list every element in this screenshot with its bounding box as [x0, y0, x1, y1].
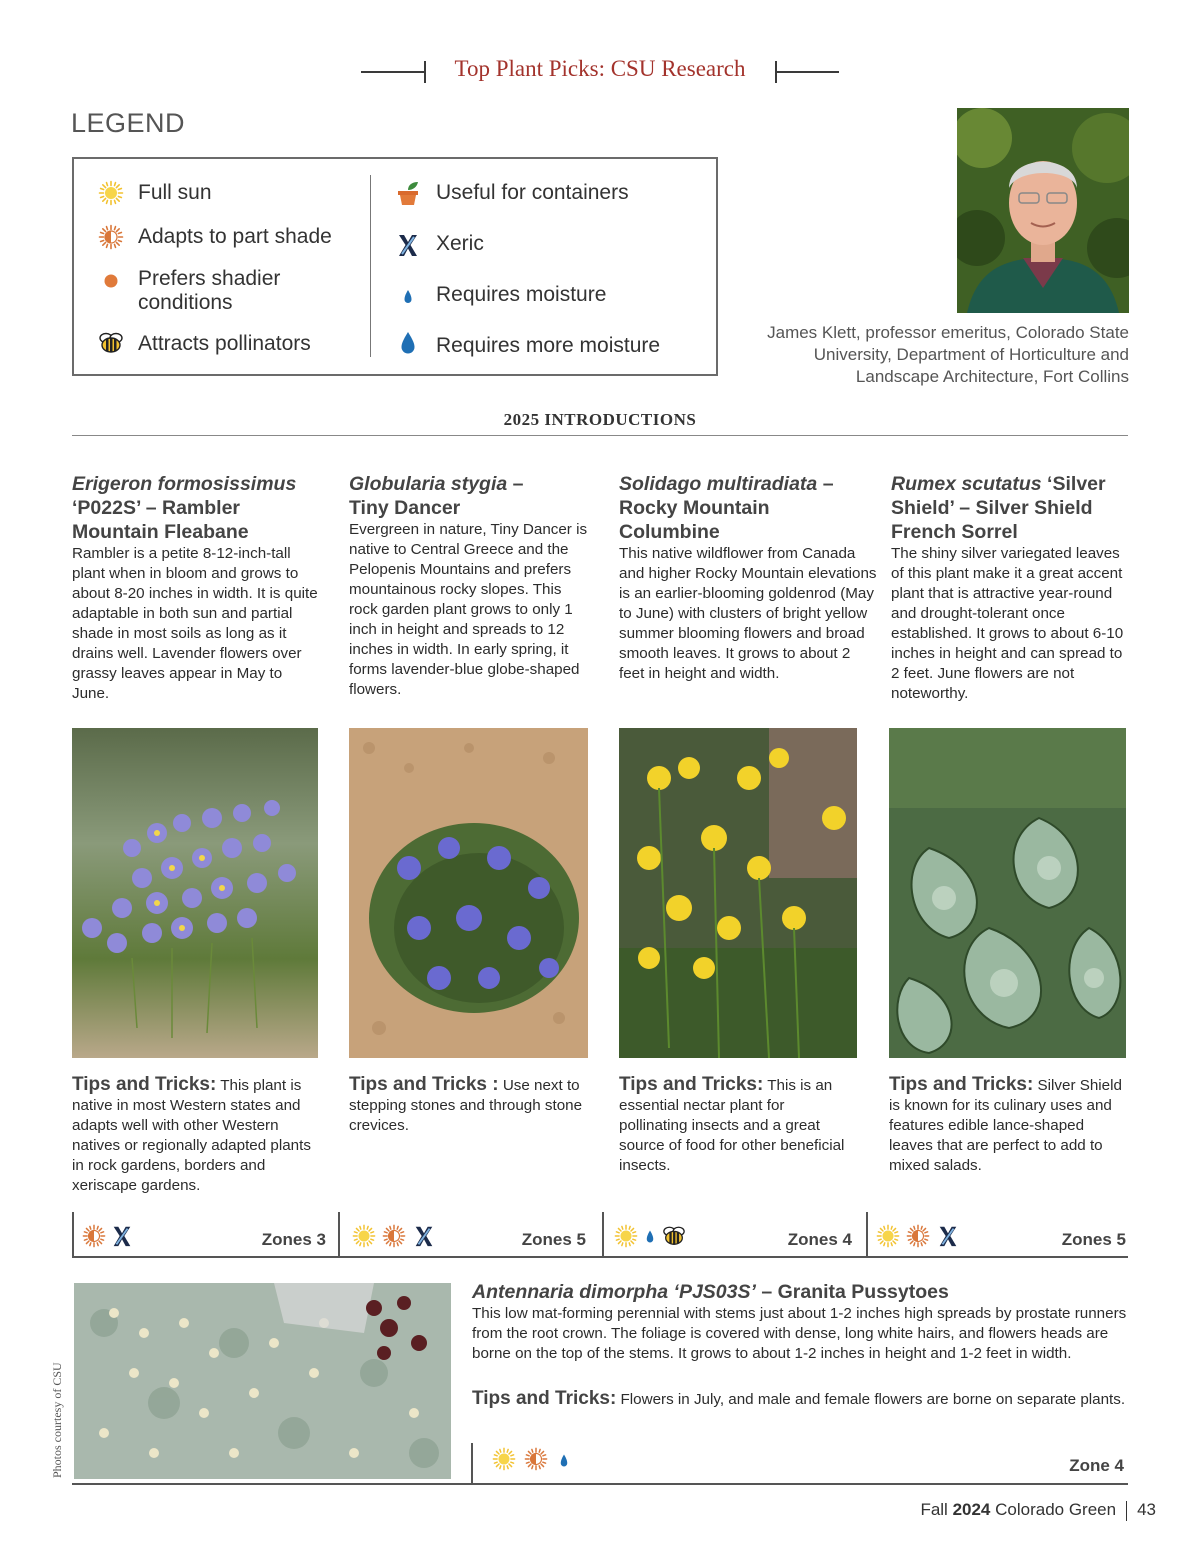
legend-shadier-line1: Prefers shadier: [138, 267, 281, 290]
legend-shadier: [138, 267, 280, 315]
part-shade-icon: [524, 1447, 548, 1471]
section-rule: [72, 435, 1128, 436]
photo-antennaria: [74, 1283, 451, 1479]
zone-label: Zones 4: [787, 1230, 852, 1249]
plant-card-solidago: [619, 472, 877, 684]
legend-shadier-line2: conditions: [138, 291, 233, 314]
plant-dash: –: [817, 473, 834, 495]
erigeron-image: [72, 728, 318, 1058]
plant-description: Rambler is a petite 8-12-inch-tall plant when in bloom and grows to about 8-20 inches in width. It is quite adaptable in both sun and partial shade in most soils as long as it drains well. Lavender flowers over grassy leaves appear in May to June.: [72, 545, 318, 702]
moisture-drop-icon: [638, 1224, 662, 1248]
plant-description: This native wildflower from Canada and higher Rocky Mountain elevations is an earlier-blooming goldenrod (May to June) with clusters of bright yellow summer blooming flowers and broad smooth leaves. It grows to about 2 feet in height and width.: [619, 545, 877, 682]
moisture-drop-icon: [552, 1448, 576, 1472]
legend-pollinators: Attracts pollinators: [138, 332, 311, 355]
page-header: [0, 56, 1200, 86]
zone-divider: [471, 1443, 473, 1485]
plant-card-globularia: [349, 472, 594, 700]
plant-sci-name: Antennaria dimorpha ‘PJS03S’: [472, 1281, 756, 1303]
plant-sci-name: Rumex scutatus: [891, 473, 1042, 495]
tips-text: This plant is native in most Western states and adapts well with other Western natives or regionally adapted plants in rock gardens, borders and xeriscape gardens.: [72, 1077, 311, 1194]
plant-description: The shiny silver variegated leaves of this plant make it a great accent plant that is attractive year-round and drought-tolerant once established. It grows to about 6-10 inches in height and can spread to 2 feet. June flowers are not noteworthy.: [891, 545, 1124, 702]
legend-box: [72, 157, 718, 376]
globularia-image: [349, 728, 588, 1058]
tips-solidago: [619, 1075, 849, 1176]
caption-line3: Landscape Architecture, Fort Collins: [855, 367, 1129, 386]
plant-common-name: French Sorrel: [891, 521, 1018, 543]
tips-text: Silver Shield is known for its culinary uses and features edible lance-shaped leaves that are perfect to add to mixed salads.: [889, 1077, 1122, 1174]
plant-common-name: Mountain Fleabane: [72, 521, 249, 543]
plant-card-erigeron: [72, 472, 322, 704]
photo-globularia: [349, 728, 588, 1058]
plant-card-rumex: [891, 472, 1131, 704]
tips-text: Use next to stepping stones and through stone crevices.: [349, 1077, 583, 1134]
zone-divider: [602, 1212, 604, 1258]
plant-common-name: – Granita Pussytoes: [755, 1281, 949, 1303]
zone-label: Zones 5: [1061, 1230, 1126, 1249]
full-sun-icon: [98, 180, 124, 206]
zone-bar-globularia: [338, 1212, 602, 1258]
legend-xeric: Xeric: [436, 232, 484, 255]
zone-bar-solidago: [602, 1212, 866, 1258]
zone-bar-erigeron: [72, 1212, 338, 1258]
photo-erigeron: [72, 728, 318, 1058]
footer-year: 2024: [952, 1500, 991, 1519]
plant-description: This low mat-forming perennial with stems just about 1-2 inches high spreads by prostate runners from the root crown. The foliage is covered with dense, long white hairs, and flowers heads are borne on the top of the stems. It grows to about 1-2 inches in height and 1-2 feet in width.: [472, 1305, 1127, 1362]
plant-name: [891, 472, 1131, 544]
part-shade-icon: [382, 1224, 406, 1248]
portrait-image: [957, 108, 1129, 313]
plant-name: [349, 472, 594, 520]
plant-sci-name: Globularia stygia: [349, 473, 508, 495]
more-moisture-drop-icon: [395, 330, 421, 356]
zone-divider: [338, 1212, 340, 1258]
tips-rumex: [889, 1075, 1129, 1176]
full-sun-icon: [876, 1224, 900, 1248]
pollinator-bee-icon: [98, 330, 124, 356]
zone-rule: [338, 1256, 602, 1258]
rumex-image: [889, 728, 1126, 1058]
plant-description: Evergreen in nature, Tiny Dancer is native to Central Greece and the Pelopenis Mountains and prefers mountainous rocky slopes. This rock garden plant grows to only 1 inch in height and spreads to 12 inches in width. In early spring, it forms lavender-blue globe-shaped flowers.: [349, 521, 588, 698]
tips-label: Tips and Tricks:: [72, 1074, 217, 1095]
tips-erigeron: [72, 1075, 322, 1196]
photo-solidago: [619, 728, 857, 1058]
legend-containers: Useful for containers: [436, 181, 629, 204]
full-sun-icon: [614, 1224, 638, 1248]
antennaria-image: [74, 1283, 451, 1479]
tips-globularia: [349, 1075, 594, 1136]
full-sun-icon: [492, 1447, 516, 1471]
zone-label: Zones 5: [521, 1230, 586, 1249]
tips-label: Tips and Tricks :: [349, 1074, 499, 1095]
caption-line2: University, Department of Horticulture and: [813, 345, 1129, 364]
legend-part-shade: Adapts to part shade: [138, 225, 332, 248]
tips-text: Flowers in July, and male and female flowers are borne on separate plants.: [616, 1391, 1126, 1408]
zone-label: Zones 3: [261, 1230, 326, 1249]
plant-sci-name: Solidago multiradiata: [619, 473, 818, 495]
full-sun-icon: [352, 1224, 376, 1248]
plant-common-name: Rocky Mountain Columbine: [619, 497, 770, 543]
tips-antennaria: [472, 1388, 1142, 1410]
moisture-drop-icon: [395, 283, 421, 309]
shadier-icon: [98, 268, 124, 294]
plant-common-name: Tiny Dancer: [349, 497, 461, 519]
xeric-icon: [110, 1224, 134, 1248]
tips-label: Tips and Tricks:: [472, 1388, 617, 1409]
zone-rule: [72, 1483, 1128, 1485]
header-rule-right: [775, 71, 839, 73]
solidago-image: [619, 728, 857, 1058]
portrait-caption: [709, 322, 1129, 388]
part-shade-icon: [906, 1224, 930, 1248]
zone-divider: [72, 1212, 74, 1258]
plant-sci-name: Erigeron formosissimus: [72, 473, 297, 495]
part-shade-icon: [98, 224, 124, 250]
plant-card-antennaria: [472, 1280, 1132, 1364]
plant-dash: –: [507, 473, 524, 495]
pollinator-bee-icon: [662, 1224, 686, 1248]
part-shade-icon: [82, 1224, 106, 1248]
xeric-icon: [412, 1224, 436, 1248]
page-number: 43: [1137, 1500, 1156, 1519]
plant-line2: ‘P022S’ – Rambler: [72, 497, 241, 519]
zone-label: Zone 4: [1069, 1456, 1124, 1475]
zone-rule: [866, 1256, 1128, 1258]
photo-rumex: [889, 728, 1126, 1058]
photo-credit: Photos courtesy of CSU: [50, 1362, 64, 1478]
legend-moisture: Requires moisture: [436, 283, 607, 306]
tips-label: Tips and Tricks:: [889, 1074, 1034, 1095]
xeric-icon: [936, 1224, 960, 1248]
plant-line1-tail: ‘Silver: [1041, 473, 1106, 495]
legend-more-moisture: Requires more moisture: [436, 334, 661, 357]
page-footer: [920, 1500, 1156, 1521]
footer-season: Fall: [920, 1500, 953, 1519]
plant-name: [72, 472, 322, 544]
portrait-photo: [957, 108, 1129, 313]
legend-title: LEGEND: [71, 108, 186, 138]
xeric-icon: [395, 232, 421, 258]
plant-name: [619, 472, 877, 544]
tips-text: This is an essential nectar plant for pollinating insects and a great source of food for other beneficial insects.: [619, 1077, 845, 1174]
section-title: 2025 INTRODUCTIONS: [503, 410, 697, 429]
zone-rule: [72, 1256, 338, 1258]
zone-bar-rumex: [866, 1212, 1128, 1258]
tips-label: Tips and Tricks:: [619, 1074, 764, 1095]
plant-name: [472, 1280, 1132, 1304]
header-title: Top Plant Picks: CSU Research: [454, 56, 746, 81]
footer-divider: [1126, 1501, 1127, 1521]
zone-divider: [866, 1212, 868, 1258]
legend-divider: [370, 175, 371, 357]
caption-line1: James Klett, professor emeritus, Colorado State: [767, 323, 1129, 342]
footer-magazine: Colorado Green: [990, 1500, 1117, 1519]
legend-full-sun: Full sun: [138, 181, 212, 204]
container-pot-icon: [395, 180, 421, 206]
plant-line2: Shield’ – Silver Shield: [891, 497, 1093, 519]
zone-rule: [602, 1256, 866, 1258]
